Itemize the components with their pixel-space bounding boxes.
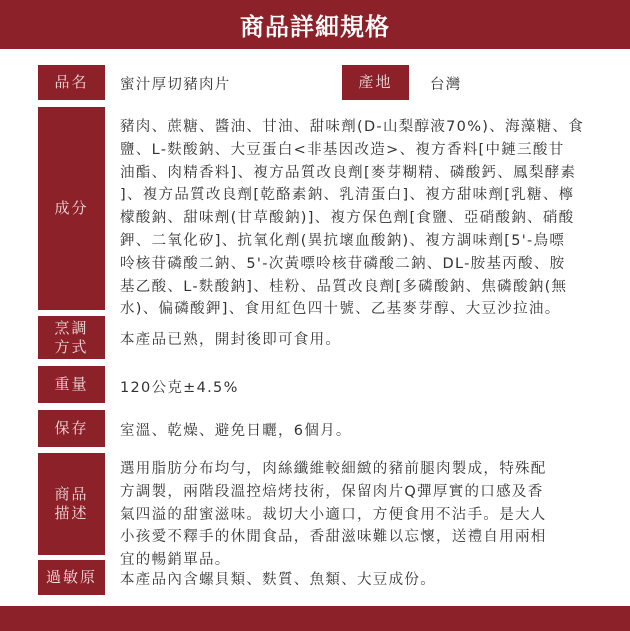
description-line: 小孩愛不釋手的休閒食品，香甜滋味難以忘懷，送禮自用兩相	[120, 529, 547, 546]
weight-value: 120公克±4.5%	[120, 380, 239, 396]
ingredients-line: 呤核苷磷酸二鈉、5'-次黃嘌呤核苷磷酸二鈉、DL-胺基丙酸、胺	[120, 255, 566, 272]
description-line: 方調製，兩階段溫控焙烤技術，保留肉片Q彈厚實的口感及香	[120, 483, 544, 500]
description-label-line: 商品	[54, 485, 89, 503]
ingredients-line: ]、複方品質改良劑[乾酪素鈉、乳清蛋白]、複方甜味劑[乳糖、檸	[120, 187, 575, 204]
page-title: 商品詳細規格	[240, 13, 390, 41]
ingredients-line: 檬酸鈉、甜味劑(甘草酸鈉)]、複方保色劑[食鹽、亞硝酸鈉、硝酸	[120, 210, 575, 227]
cooking-label	[38, 316, 105, 359]
name-value: 蜜汁厚切豬肉片	[120, 77, 231, 93]
page-footer	[0, 606, 630, 631]
ingredients-line: 豬肉、蔗糖、醬油、甘油、甜味劑(D-山梨醇液70%)、海藻糖、食	[120, 119, 585, 135]
description-value	[120, 458, 547, 572]
cooking-value: 本產品已熟，開封後即可食用。	[120, 332, 342, 348]
ingredients-line: 鹽、L-麩酸鈉、大豆蛋白<非基因改造>、複方香料[中鏈三酸甘	[120, 141, 565, 158]
description-label	[38, 453, 105, 555]
description-line: 宜的暢銷單品。	[120, 552, 231, 569]
ingredients-line: 油酯、肉精香料]、複方品質改良劑[麥芽糊精、磷酸鈣、鳳梨酵素	[120, 164, 577, 181]
description-line: 氣四溢的甜蜜滋味。裁切大小適口，方便食用不沾手。是大人	[120, 506, 547, 523]
storage-label: 保存	[38, 410, 105, 447]
ingredients-line: 水)、偏磷酸鉀]、食用紅色四十號、乙基麥芽醇、大豆沙拉油。	[120, 301, 561, 318]
origin-label: 產地	[342, 65, 409, 100]
cooking-label-line: 烹調	[54, 318, 89, 337]
name-label: 品名	[38, 65, 105, 100]
allergen-value: 本產品內含螺貝類、麩質、魚類、大豆成份。	[120, 572, 436, 588]
storage-value: 室溫、乾燥、避免日曬，6個月。	[120, 423, 352, 439]
description-line: 選用脂肪分布均勻，肉絲纖維較細緻的豬前腿肉製成，特殊配	[120, 461, 547, 477]
description-label-line: 描述	[54, 504, 89, 522]
ingredients-line: 基乙酸、L-麩酸鈉]、桂粉、品質改良劑[多磷酸鈉、焦磷酸鈉(無	[120, 278, 568, 295]
weight-label: 重量	[38, 366, 105, 403]
page-header	[0, 0, 630, 49]
allergen-label: 過敏原	[38, 560, 105, 595]
ingredients-label: 成分	[38, 107, 105, 310]
origin-value: 台灣	[430, 77, 462, 93]
cooking-label-line: 方式	[54, 337, 89, 356]
ingredients-line: 鉀、二氧化矽]、抗氧化劑(異抗壞血酸鈉)、複方調味劑[5'-鳥嘌	[120, 232, 566, 249]
ingredients-value	[120, 116, 584, 321]
